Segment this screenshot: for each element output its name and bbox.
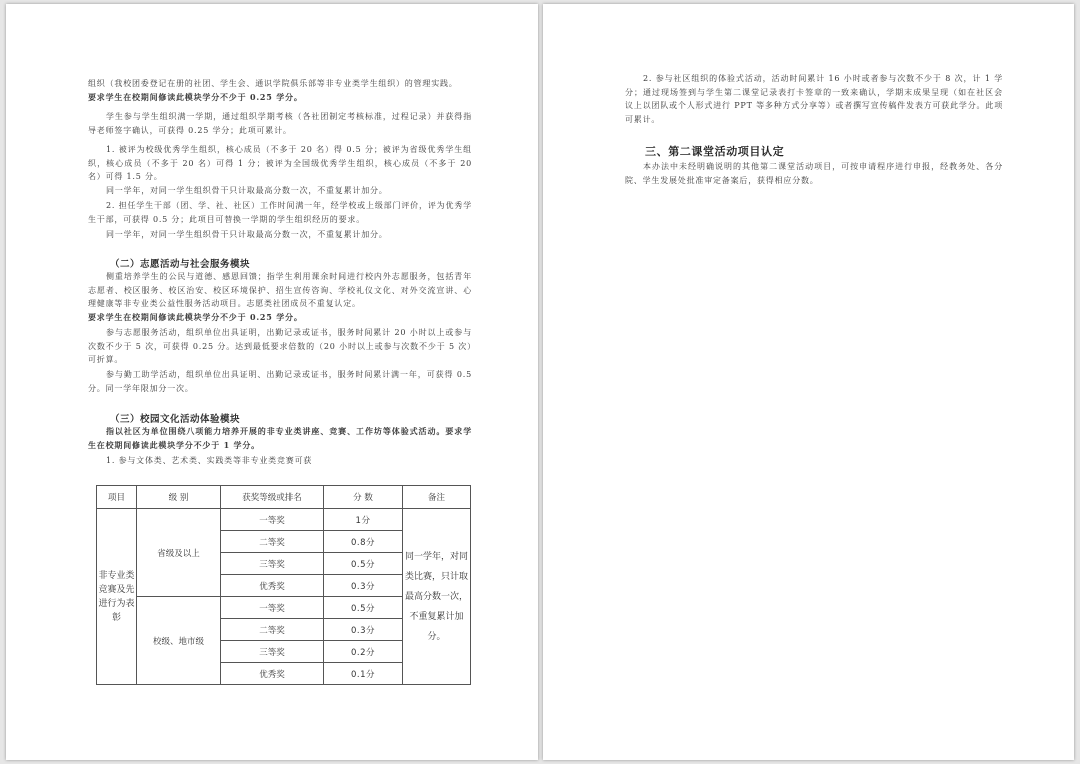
paragraph: 本办法中未经明确说明的其他第二课堂活动项目，可按申请程序进行申报，经教务处、各分院、学生发展处批准审定备案后，获得相应分数。 [625, 162, 1003, 185]
score-cell: 0.3分 [324, 619, 403, 641]
level-cell: 校级、地市级 [137, 597, 221, 685]
paragraph: 1. 被评为校级优秀学生组织，核心成员（不多于 20 名）得 0.5 分；被评为省级优秀学生组织，核心成员（不多于 20 名）可得 1 分；被评为全国级优秀学生组织，核心成员（不多于 20 名）可得 1.5 分。 [88, 145, 472, 182]
rank-cell: 三等奖 [221, 641, 324, 663]
rank-cell: 优秀奖 [221, 575, 324, 597]
score-cell: 1分 [324, 509, 403, 531]
note-cell: 同一学年，对同类比赛，只计取最高分数一次，不重复累计加分。 [403, 509, 471, 685]
table-header-cell: 备注 [403, 486, 471, 509]
paragraph: 侧重培养学生的公民与道德、感恩回馈；指学生利用课余时间进行校内外志愿服务，包括青年志愿者、校区服务、校区治安、校区环境保护、招生宣传咨询、学校礼仪文化、对外交流宣讲、心理健康等非专业类公益性服务活动项目。志愿类社团成员不重复认定。 [88, 272, 472, 309]
paragraph: 组织（我校团委登记在册的社团、学生会、通识学院俱乐部等非专业类学生组织）的管理实践。 [88, 79, 458, 88]
rank-cell: 优秀奖 [221, 663, 324, 685]
paragraph: 同一学年，对同一学生组织骨干只计取最高分数一次，不重复累计加分。 [106, 230, 388, 239]
paragraph: 参与志愿服务活动，组织单位出具证明，出勤记录或证书，服务时间累计 20 小时以上或参与次数不少于 5 次，可获得 0.25 分。达到最低要求倍数的（20 小时以上或参与次数不少于 5 次）可折算。 [88, 328, 472, 365]
paragraph: 同一学年，对同一学生组织骨干只计取最高分数一次，不重复累计加分。 [106, 186, 388, 195]
table-header-cell: 获奖等级或排名 [221, 486, 324, 509]
category-cell: 非专业类竞赛及先进行为表彰 [97, 509, 137, 685]
score-cell: 0.1分 [324, 663, 403, 685]
rank-cell: 二等奖 [221, 619, 324, 641]
score-cell: 0.8分 [324, 531, 403, 553]
document-page-right [543, 4, 1074, 760]
rank-cell: 一等奖 [221, 509, 324, 531]
paragraph-requirement: 指以社区为单位围绕八项能力培养开展的非专业类讲座、竞赛、工作坊等体验式活动。要求学生在校期间修读此模块学分不少于 1 学分。 [88, 426, 472, 450]
score-cell: 0.3分 [324, 575, 403, 597]
paragraph: 2. 参与社区组织的体验式活动，活动时间累计 16 小时或者参与次数不少于 8 次，计 1 学分；通过现场签到与学生第二课堂记录表打卡签章的一致来确认，学期末成果呈现（如在社区会议上以团队或个人形式进行 PPT 等多种方式分享等）或者撰写宣传稿件发表方可获此学分。此项可累计。 [625, 74, 1003, 124]
table-header-row [97, 486, 471, 509]
paragraph: 2. 担任学生干部（团、学、社、社区）工作时间满一年，经学校或上级部门评价，评为优秀学生干部，可获得 0.5 分；此项目可替换一学期的学生组织经历的要求。 [88, 201, 472, 224]
paragraph-requirement: 要求学生在校期间修读此模块学分不少于 0.25 学分。 [88, 312, 303, 322]
document-page-left [6, 4, 538, 760]
table-header-cell: 级 别 [137, 486, 221, 509]
section-heading: （三）校园文化活动体验模块 [110, 414, 241, 425]
paragraph: 1. 参与文体类、艺术类、实践类等非专业类竞赛可获 [106, 456, 313, 465]
award-score-table [96, 485, 471, 685]
rank-cell: 三等奖 [221, 553, 324, 575]
score-cell: 0.2分 [324, 641, 403, 663]
table-header-cell: 项目 [97, 486, 137, 509]
section-heading: 三、第二课堂活动项目认定 [645, 145, 785, 158]
section-heading: （二）志愿活动与社会服务模块 [110, 259, 251, 270]
rank-cell: 一等奖 [221, 597, 324, 619]
paragraph: 参与勤工助学活动，组织单位出具证明、出勤记录或证书，服务时间累计满一年，可获得 0.5 分。同一学年限加分一次。 [88, 370, 472, 393]
table-header-cell: 分 数 [324, 486, 403, 509]
score-cell: 0.5分 [324, 553, 403, 575]
rank-cell: 二等奖 [221, 531, 324, 553]
score-cell: 0.5分 [324, 597, 403, 619]
paragraph: 学生参与学生组织满一学期，通过组织学期考核（各社团制定考核标准，过程记录）并获得指导老师签字确认，可获得 0.25 学分；此项可累计。 [88, 112, 472, 135]
paragraph-requirement: 要求学生在校期间修读此模块学分不少于 0.25 学分。 [88, 92, 303, 102]
level-cell: 省级及以上 [137, 509, 221, 597]
table-row [97, 509, 471, 531]
